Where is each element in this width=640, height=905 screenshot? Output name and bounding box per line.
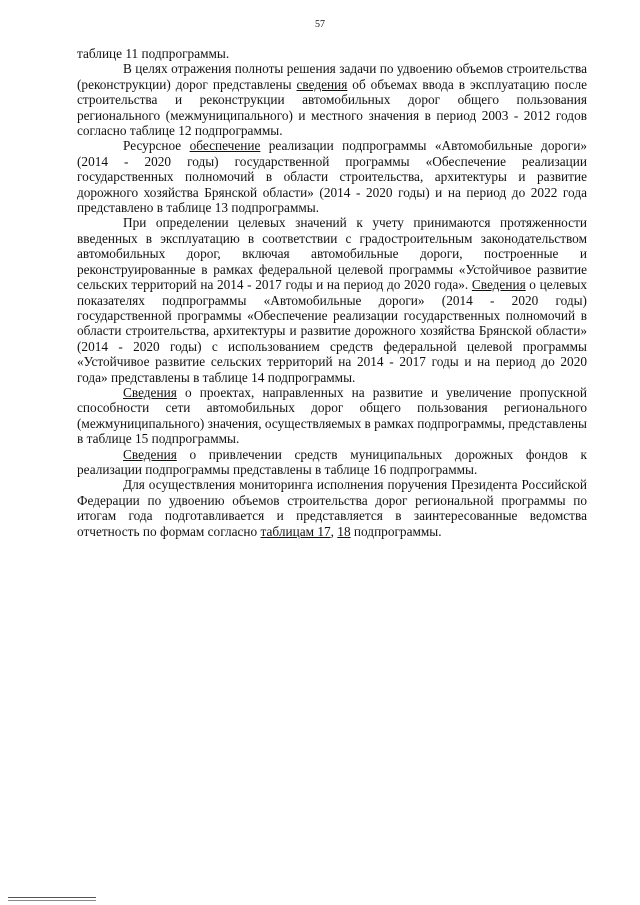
paragraph-text: таблице 11 подпрограммы. <box>77 46 230 61</box>
link-svedeniya-funds[interactable]: Сведения <box>123 446 177 462</box>
paragraph-text: подпрограммы. <box>350 523 442 539</box>
link-svedeniya-volumes[interactable]: сведения <box>296 76 348 92</box>
page-number: 57 <box>315 19 325 30</box>
paragraph-text: о проектах, направленных на развитие и увеличение пропускной способности сети автомобильных дорог общего пользования регионального (межмуниципального) значения, осуществляемых в рамках подпрограммы, представлены в таблице 15 подпрограммы. <box>77 384 587 447</box>
paragraph-text: Ресурсное <box>123 138 190 154</box>
paragraph-text: При определении целевых значений к учету принимаются протяженности введенных в эксплуатацию в соответствии с градостроительным законодательством автомобильных дорог, включая автомобильные дороги, построенные и реконструированные в рамках федеральной целевой программы «Устойчивое развитие сельских территорий на 2014 - 2017 годы и на период до 2020 года». <box>77 215 587 293</box>
paragraph-monitoring <box>77 477 587 539</box>
paragraph-projects <box>77 385 587 447</box>
paragraph-text: об объемах ввода в эксплуатацию после строительства и реконструкции автомобильных дорог общего пользования регионального (межмуниципального) и местного значения в период 2003 - 2012 годов согласно таблице 12 подпрограммы. <box>77 76 587 139</box>
link-svedeniya-targets[interactable]: Сведения <box>471 277 526 293</box>
link-svedeniya-projects[interactable]: Сведения <box>123 384 177 400</box>
paragraph-text: о привлечении средств муниципальных дорожных фондов к реализации подпрограммы представлены в таблице 16 подпрограммы. <box>77 446 587 477</box>
footer-rule <box>8 900 96 901</box>
paragraph-volumes <box>77 61 587 138</box>
link-obespechenie[interactable]: обеспечение <box>189 138 261 154</box>
paragraph-text: , <box>330 523 338 539</box>
paragraph-text: В целях отражения полноты решения задачи по удвоению объемов строительства (реконструкции) дорог представлены <box>77 61 587 92</box>
paragraph-text: о целевых показателях подпрограммы «Автомобильные дороги» (2014 - 2020 годы) государственной программы «Обеспечение реализации государственных полномочий в области строительства, архитектуры и развитие дорожного хозяйства Брянской области» (2014 - 2020 годы) с использованием средств федеральной целевой программы «Устойчивое развитие сельских территорий на 2014 - 2017 годы и на период до 2020 года» представлены в таблице 14 подпрограммы. <box>77 277 587 385</box>
paragraph-text: реализации подпрограммы «Автомобильные дороги» (2014 - 2020 годы) государственной программы «Обеспечение реализации государственных полномочий в области строительства, архитектуры и развитие дорожного хозяйства Брянской области» (2014 - 2020 годы) и на период до 2022 года представлено в таблице 13 подпрограммы. <box>77 138 587 216</box>
paragraph-resources <box>77 138 587 215</box>
paragraph-target-values <box>77 215 587 384</box>
footer-rule <box>8 897 96 898</box>
paragraph-municipal-funds <box>77 447 587 478</box>
document-body <box>77 46 587 539</box>
link-table-17[interactable]: таблицам 17 <box>260 523 331 539</box>
paragraph-continuation <box>77 46 587 61</box>
link-table-18[interactable]: 18 <box>337 523 351 539</box>
paragraph-text: Для осуществления мониторинга исполнения поручения Президента Российской Федерации по удвоению объемов строительства дорог региональной программы по итогам года подготавливается и представляется в заинтересованные ведомства отчетность по формам согласно <box>77 477 587 539</box>
